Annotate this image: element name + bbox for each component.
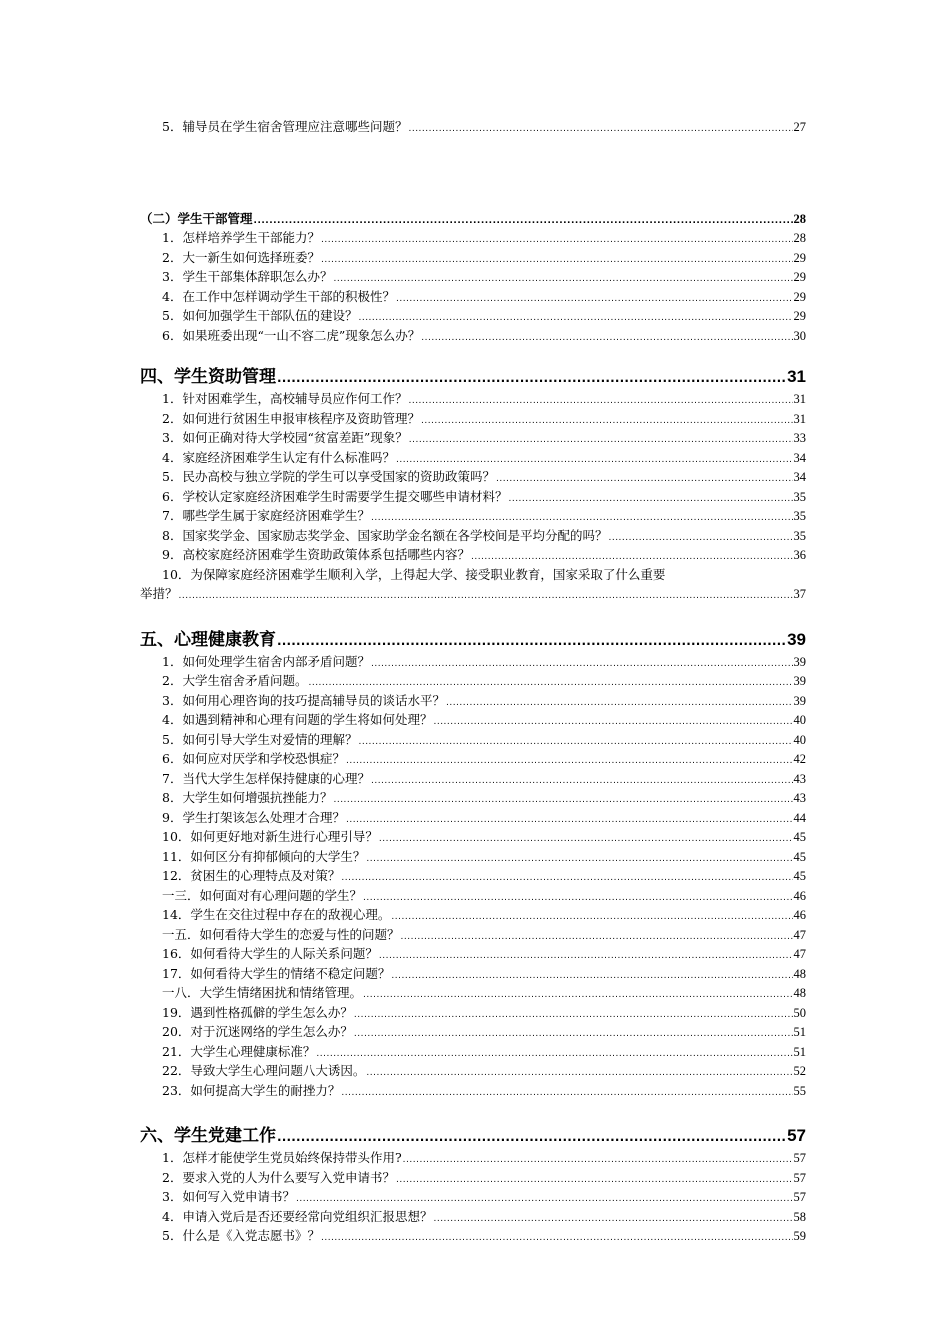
page-number: 35 <box>793 489 806 504</box>
toc-entry[interactable] <box>140 964 806 984</box>
dot-leader <box>296 1187 793 1207</box>
entry-continuation-line <box>140 584 806 604</box>
toc-entry[interactable] <box>140 1022 806 1042</box>
entry-title: 对于沉迷网络的学生怎么办？ <box>190 1024 353 1039</box>
entry-number: 1． <box>162 653 183 669</box>
page-number: 57 <box>793 1190 806 1204</box>
entry-number: 6． <box>162 327 183 343</box>
page-number: 40 <box>793 713 806 727</box>
entry-title: 如果班委出现“一山不容二虎”现象怎么办？ <box>182 327 421 343</box>
dot-leader <box>316 1042 792 1062</box>
page-number: 39 <box>793 654 806 669</box>
page-number: 47 <box>793 927 806 942</box>
toc-entry[interactable] <box>140 1042 806 1062</box>
entry-number: （二） <box>140 210 178 226</box>
dot-leader <box>321 228 793 248</box>
dot-leader <box>433 710 792 730</box>
page-number: 39 <box>793 674 806 688</box>
page-number: 50 <box>793 1005 806 1020</box>
dot-leader <box>179 584 793 604</box>
toc-entry[interactable] <box>140 1061 806 1081</box>
entry-title: 如何处理学生宿舍内部矛盾问题？ <box>182 653 370 669</box>
page-number: 31 <box>793 411 806 426</box>
toc-entry[interactable] <box>140 788 806 808</box>
toc-entry[interactable] <box>140 117 806 137</box>
entry-number: 一五． <box>162 926 200 942</box>
dot-leader <box>346 808 793 828</box>
toc-entry[interactable] <box>140 1081 806 1101</box>
toc-entry[interactable] <box>140 730 806 750</box>
toc-entry[interactable] <box>140 1187 806 1207</box>
entry-title: 导致大学生心理问题八大诱因。 <box>190 1063 366 1078</box>
entry-title: 为保障家庭经济困难学生顺利入学，上得起大学、接受职业教育，国家采取了什么重要 <box>190 566 666 582</box>
entry-number: 4． <box>162 288 183 304</box>
entry-title: 如何用心理咨询的技巧提高辅导员的谈话水平？ <box>182 692 445 708</box>
entry-title: 贫困生的心理特点及对策？ <box>190 868 341 883</box>
entry-title: 高校家庭经济困难学生资助政策体系包括哪些内容？ <box>182 547 470 562</box>
dot-leader <box>391 964 792 984</box>
toc-entry[interactable] <box>140 506 806 526</box>
entry-number: 5． <box>162 1228 183 1243</box>
toc-chapter-heading[interactable] <box>140 628 806 652</box>
entry-number: 2． <box>162 673 183 688</box>
page-number: 46 <box>793 908 806 922</box>
entry-number: 12． <box>162 868 191 883</box>
toc-entry[interactable] <box>140 827 806 847</box>
page-number: 37 <box>793 587 806 601</box>
entry-number: 六、 <box>140 1126 174 1146</box>
toc-entry[interactable] <box>140 866 806 886</box>
toc-entry[interactable] <box>140 769 806 789</box>
toc-entry[interactable] <box>140 409 806 429</box>
entry-title: 如何加强学生干部队伍的建设？ <box>182 308 358 323</box>
entry-title: 学生在交往过程中存在的敌视心理。 <box>190 907 391 922</box>
entry-title: 如何写入党申请书？ <box>182 1189 295 1204</box>
page-number: 48 <box>793 966 806 981</box>
toc-entry[interactable] <box>140 671 806 691</box>
dot-leader <box>277 628 786 648</box>
entry-title: 如何面对有心理问题的学生？ <box>199 887 363 903</box>
toc-entry[interactable] <box>140 448 806 468</box>
entry-number: 8． <box>162 527 183 543</box>
entry-number: 16． <box>162 946 191 961</box>
entry-number: 5． <box>162 469 183 484</box>
entry-title-continued: 举措？ <box>140 586 178 601</box>
page-number: 47 <box>793 947 806 961</box>
page-number: 58 <box>793 1209 806 1224</box>
dot-leader <box>496 467 793 487</box>
page-number: 29 <box>793 309 806 323</box>
dot-leader <box>277 365 786 385</box>
dot-leader <box>391 905 792 925</box>
entry-number: 9． <box>162 547 183 562</box>
entry-number: 3． <box>162 692 183 708</box>
dot-leader <box>341 1081 792 1101</box>
entry-number: 一三． <box>162 887 200 903</box>
entry-number: 1． <box>162 230 183 245</box>
page-number: 51 <box>793 1025 806 1039</box>
toc-entry[interactable] <box>140 925 806 945</box>
dot-leader <box>333 267 792 287</box>
dot-leader <box>401 925 793 945</box>
dot-leader <box>471 545 793 565</box>
toc-entry[interactable] <box>140 944 806 964</box>
toc-entry[interactable] <box>140 983 806 1003</box>
entry-title: 大学生情绪困扰和情绪管理。 <box>199 985 363 1000</box>
toc-entry[interactable] <box>140 389 806 409</box>
entry-number: 14． <box>162 907 191 922</box>
entry-title: 学生打架该怎么处理才合理？ <box>182 809 345 825</box>
page-number: 39 <box>787 629 806 649</box>
dot-leader <box>346 749 793 769</box>
toc-entry[interactable] <box>140 710 806 730</box>
page-number: 45 <box>793 869 806 883</box>
dot-leader <box>341 866 792 886</box>
entry-number: 11． <box>162 848 191 864</box>
entry-title: 如何看待大学生的恋爱与性的问题？ <box>199 926 400 942</box>
page-number: 31 <box>793 392 806 406</box>
entry-title: 针对困难学生，高校辅导员应作何工作？ <box>182 391 408 406</box>
dot-leader <box>358 730 792 750</box>
toc-entry-multiline[interactable] <box>140 565 806 604</box>
page-number: 51 <box>793 1044 806 1059</box>
entry-number: 一八． <box>162 985 200 1000</box>
dot-leader <box>608 526 792 546</box>
entry-title: 如何正确对待大学校园“贫富差距”现象？ <box>182 430 408 445</box>
entry-number: 1． <box>162 391 183 406</box>
dot-leader <box>433 1207 792 1227</box>
entry-title: 大一新生如何选择班委？ <box>182 249 320 265</box>
entry-title: 怎样才能使学生党员始终保持带头作用? <box>182 1150 402 1165</box>
page-number: 39 <box>793 693 806 708</box>
entry-number: 5． <box>162 119 183 134</box>
entry-number: 4． <box>162 1208 183 1224</box>
entry-first-line <box>140 565 806 585</box>
entry-number: 8． <box>162 790 183 805</box>
page-number: 27 <box>793 120 806 134</box>
page-number: 48 <box>793 986 806 1000</box>
toc-entry[interactable] <box>140 808 806 828</box>
entry-number: 7． <box>162 508 183 523</box>
dot-leader <box>254 209 793 229</box>
section-spacer <box>140 345 806 365</box>
entry-title: 如何引导大学生对爱情的理解？ <box>182 731 358 747</box>
entry-title: 国家奖学金、国家励志奖学金、国家助学金名额在各学校间是平均分配的吗？ <box>182 527 608 543</box>
dot-leader <box>421 409 793 429</box>
page-number: 35 <box>793 528 806 543</box>
toc-entry[interactable] <box>140 905 806 925</box>
page-number: 36 <box>793 548 806 562</box>
toc-chapter-heading[interactable] <box>140 365 806 389</box>
entry-title: 什么是《入党志愿书》？ <box>182 1228 320 1243</box>
page-number: 45 <box>793 830 806 844</box>
entry-title: 要求入党的人为什么要写入党申请书？ <box>182 1169 395 1185</box>
entry-number: 9． <box>162 809 183 825</box>
dot-leader <box>354 1022 793 1042</box>
dot-leader <box>308 671 792 691</box>
entry-number: 2． <box>162 410 183 426</box>
toc-entry[interactable] <box>140 228 806 248</box>
page-number: 34 <box>793 450 806 465</box>
dot-leader <box>371 506 793 526</box>
page-number: 57 <box>787 1126 806 1145</box>
page-number: 28 <box>793 211 806 226</box>
entry-title: 家庭经济困难学生认定有什么标准吗？ <box>182 449 395 465</box>
entry-title: 大学生如何增强抗挫能力？ <box>182 790 333 805</box>
entry-title: 遇到性格孤僻的学生怎么办？ <box>190 1004 353 1020</box>
dot-leader <box>446 691 793 711</box>
dot-leader <box>396 1168 793 1188</box>
page-number: 42 <box>793 752 806 766</box>
entry-title: 如何看待大学生的情绪不稳定问题？ <box>190 965 391 981</box>
entry-number: 5． <box>162 731 183 747</box>
entry-number: 6． <box>162 751 183 766</box>
toc-entry[interactable] <box>140 1226 806 1246</box>
entry-title: 学生资助管理 <box>174 367 276 387</box>
page-number: 30 <box>793 328 806 343</box>
dot-leader <box>379 827 793 847</box>
dot-leader <box>396 448 793 468</box>
entry-title: 学校认定家庭经济困难学生时需要学生提交哪些申请材料？ <box>182 488 508 504</box>
page-number: 29 <box>793 289 806 304</box>
entry-title: 辅导员在学生宿舍管理应注意哪些问题？ <box>182 119 408 134</box>
toc-entry[interactable] <box>140 526 806 546</box>
entry-title: 学生党建工作 <box>174 1126 276 1146</box>
entry-number: 21． <box>162 1043 191 1059</box>
toc-entry[interactable] <box>140 847 806 867</box>
entry-title: 学生干部管理 <box>177 210 253 226</box>
entry-title: 如何看待大学生的人际关系问题？ <box>190 946 378 961</box>
dot-leader <box>371 652 793 672</box>
dot-leader <box>363 886 792 906</box>
entry-number: 四、 <box>140 367 174 387</box>
page-number: 40 <box>793 732 806 747</box>
entry-title: 怎样培养学生干部能力？ <box>182 230 320 245</box>
entry-title: 如何更好地对新生进行心理引导？ <box>190 829 378 844</box>
entry-number: 23． <box>162 1082 191 1098</box>
dot-leader <box>403 1148 793 1168</box>
toc-entry[interactable] <box>140 652 806 672</box>
dot-leader <box>421 326 792 346</box>
page-number: 34 <box>793 470 806 484</box>
toc-entry[interactable] <box>140 487 806 507</box>
page-number: 43 <box>793 791 806 805</box>
toc-entry[interactable] <box>140 306 806 326</box>
entry-title: 在工作中怎样调动学生干部的积极性？ <box>182 288 395 304</box>
entry-number: 5． <box>162 308 183 323</box>
toc-entry[interactable] <box>140 326 806 346</box>
toc-entry[interactable] <box>140 886 806 906</box>
entry-title: 大学生宿舍矛盾问题。 <box>182 673 308 688</box>
page-number: 46 <box>793 888 806 903</box>
entry-title: 当代大学生怎样保持健康的心理？ <box>182 770 370 786</box>
page-number: 31 <box>787 367 806 386</box>
entry-title: 如何进行贫困生申报审核程序及资助管理？ <box>182 410 420 426</box>
toc-entry[interactable] <box>140 287 806 307</box>
entry-number: 17． <box>162 965 191 981</box>
toc-entry[interactable] <box>140 1148 806 1168</box>
entry-title: 如何提高大学生的耐挫力？ <box>190 1082 341 1098</box>
entry-number: 3． <box>162 430 183 445</box>
dot-leader <box>408 389 792 409</box>
toc-entry[interactable] <box>140 467 806 487</box>
dot-leader <box>379 944 793 964</box>
section-spacer <box>140 173 806 209</box>
toc-entry[interactable] <box>140 1168 806 1188</box>
entry-number: 1． <box>162 1150 183 1165</box>
dot-leader <box>366 847 792 867</box>
entry-title: 如何区分有抑郁倾向的大学生？ <box>190 848 366 864</box>
entry-number: 4． <box>162 712 183 727</box>
toc-chapter-heading[interactable] <box>140 1124 806 1148</box>
entry-number: 19． <box>162 1004 191 1020</box>
entry-title: 如何应对厌学和学校恐惧症？ <box>182 751 345 766</box>
entry-number: 22． <box>162 1063 191 1078</box>
toc-subsection-heading[interactable] <box>140 209 806 229</box>
entry-title: 学生干部集体辞职怎么办？ <box>182 269 333 284</box>
dot-leader <box>371 769 793 789</box>
toc-entry[interactable] <box>140 428 806 448</box>
entry-title: 大学生心理健康标准？ <box>190 1043 316 1059</box>
page-number: 57 <box>793 1170 806 1185</box>
entry-title: 心理健康教育 <box>174 629 276 650</box>
page-number: 59 <box>793 1229 806 1243</box>
dot-leader <box>358 306 792 326</box>
page-number: 52 <box>793 1064 806 1078</box>
toc-entry[interactable] <box>140 1207 806 1227</box>
page-number: 43 <box>793 771 806 786</box>
dot-leader <box>363 983 792 1003</box>
entry-title: 民办高校与独立学院的学生可以享受国家的资助政策吗？ <box>182 469 495 484</box>
section-spacer <box>140 604 806 628</box>
dot-leader <box>321 248 793 268</box>
page-number: 33 <box>793 431 806 445</box>
page-number: 57 <box>793 1151 806 1165</box>
entry-number: 3． <box>162 1189 183 1204</box>
dot-leader <box>408 117 792 137</box>
entry-title: 哪些学生属于家庭经济困难学生？ <box>182 508 370 523</box>
entry-number: 20． <box>162 1024 191 1039</box>
page-number: 35 <box>793 509 806 523</box>
entry-title: 如遇到精神和心理有问题的学生将如何处理？ <box>182 712 433 727</box>
dot-leader <box>508 487 792 507</box>
entry-number: 6． <box>162 488 183 504</box>
toc-entry[interactable] <box>140 267 806 287</box>
dot-leader <box>366 1061 792 1081</box>
dot-leader <box>409 428 793 448</box>
entry-number: 4． <box>162 449 183 465</box>
entry-number: 7． <box>162 770 183 786</box>
page-number: 28 <box>793 231 806 245</box>
page-number: 44 <box>793 810 806 825</box>
entry-number: 3． <box>162 269 183 284</box>
dot-leader <box>333 788 792 808</box>
toc-entry[interactable] <box>140 691 806 711</box>
table-of-contents <box>140 117 806 1246</box>
page-number: 29 <box>793 270 806 284</box>
page-number: 29 <box>793 250 806 265</box>
toc-entry[interactable] <box>140 248 806 268</box>
page-number: 55 <box>793 1083 806 1098</box>
section-spacer <box>140 137 806 173</box>
entry-title: 申请入党后是否还要经常向党组织汇报思想？ <box>182 1208 433 1224</box>
entry-number: 10． <box>162 829 191 844</box>
dot-leader <box>321 1226 793 1246</box>
toc-entry[interactable] <box>140 749 806 769</box>
dot-leader <box>277 1124 786 1144</box>
entry-number: 五、 <box>140 629 174 650</box>
page-number: 45 <box>793 849 806 864</box>
entry-number: 10． <box>162 566 191 582</box>
toc-entry[interactable] <box>140 545 806 565</box>
entry-number: 2． <box>162 1169 183 1185</box>
section-spacer <box>140 1100 806 1124</box>
dot-leader <box>354 1003 793 1023</box>
dot-leader <box>396 287 793 307</box>
toc-entry[interactable] <box>140 1003 806 1023</box>
entry-number: 2． <box>162 249 183 265</box>
